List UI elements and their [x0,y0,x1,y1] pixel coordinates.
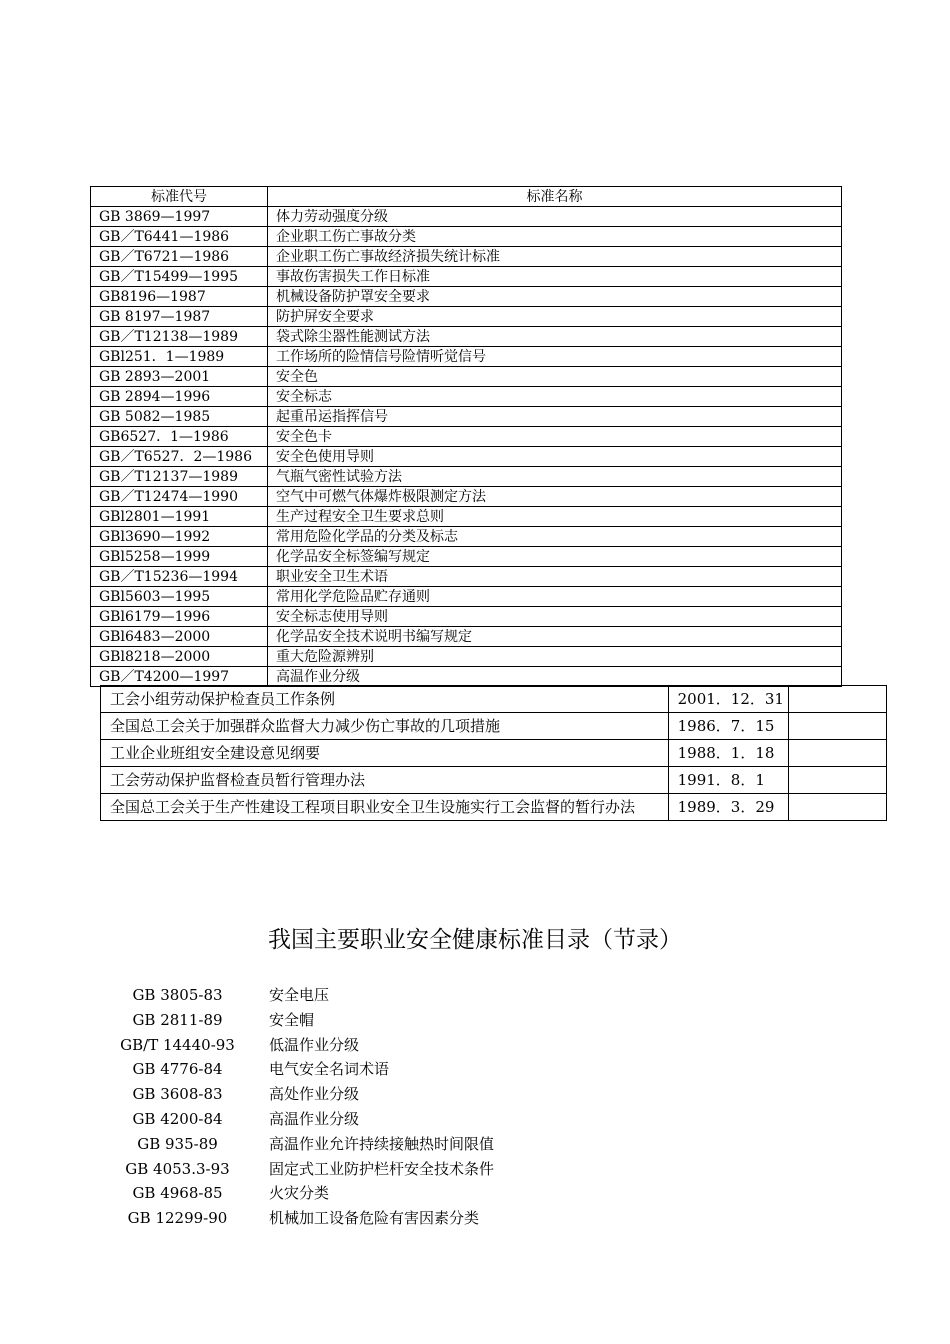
standard-code: GB／T6721—1986 [91,247,268,267]
catalog-code: GB 935-89 [137,1134,218,1153]
catalog-code: GB 4053.3-93 [125,1159,230,1178]
header-code: 标准代号 [91,187,268,207]
table-row [91,327,842,347]
table-row [91,667,842,687]
catalog-code: GB 12299-90 [127,1209,228,1228]
standard-name: 机械设备防护罩安全要求 [268,287,842,307]
table-row [91,587,842,607]
table-row [101,740,887,767]
standard-code: GB 8197—1987 [91,307,268,327]
table-row [91,567,842,587]
catalog-name: 安全帽 [269,1010,315,1029]
standard-code: GB／T6441—1986 [91,227,268,247]
standard-name: 化学品安全标签编写规定 [268,547,842,567]
standard-name: 起重吊运指挥信号 [268,407,842,427]
standard-name: 常用化学危险品贮存通则 [268,587,842,607]
table-row [91,427,842,447]
regulation-date: 1989．3．29 [668,794,789,821]
standard-name: 化学品安全技术说明书编写规定 [268,627,842,647]
table-row [91,547,842,567]
table-row [91,227,842,247]
standard-code: GBl5603—1995 [91,587,268,607]
regulation-name: 工业企业班组安全建设意见纲要 [101,740,669,767]
table-row [91,307,842,327]
standard-name: 空气中可燃气体爆炸极限测定方法 [268,487,842,507]
regulation-name: 全国总工会关于生产性建设工程项目职业安全卫生设施实行工会监督的暂行办法 [101,794,669,821]
standard-name: 企业职工伤亡事故经济损失统计标准 [268,247,842,267]
standard-code: GBl6483—2000 [91,627,268,647]
standard-code: GB／T12137—1989 [91,467,268,487]
empty-cell [789,767,887,794]
table-row [91,347,842,367]
regulations-table [100,685,887,821]
regulation-date: 2001．12．31 [668,686,789,713]
standard-code: GB 3869—1997 [91,207,268,227]
standards-table [90,186,842,687]
standard-name: 安全标志 [268,387,842,407]
empty-cell [789,713,887,740]
standard-code: GBl8218—2000 [91,647,268,667]
standard-code: GB／T12138—1989 [91,327,268,347]
table-row [91,407,842,427]
catalog-title: 我国主要职业安全健康标准目录（节录） [268,927,682,953]
standard-code: GBl3690—1992 [91,527,268,547]
standard-name: 高温作业分级 [268,667,842,687]
standard-name: 职业安全卫生术语 [268,567,842,587]
standard-name: 体力劳动强度分级 [268,207,842,227]
catalog-name: 高温作业分级 [269,1109,360,1128]
table-row [91,607,842,627]
regulation-date: 1991．8．1 [668,767,789,794]
catalog-name: 高处作业分级 [269,1085,360,1104]
standard-name: 重大危险源辨别 [268,647,842,667]
table-header-row [91,187,842,207]
standard-code: GB／T12474—1990 [91,487,268,507]
table-row [101,767,887,794]
standard-code: GB／T4200—1997 [91,667,268,687]
table-row [91,247,842,267]
standard-name: 气瓶气密性试验方法 [268,467,842,487]
standard-code: GBl5258—1999 [91,547,268,567]
table-row [91,507,842,527]
table-row [91,267,842,287]
standard-code: GB／T15236—1994 [91,567,268,587]
table-row [101,686,887,713]
standard-name: 企业职工伤亡事故分类 [268,227,842,247]
regulations-table-body [101,686,887,821]
standard-code: GB／T15499—1995 [91,267,268,287]
catalog-code: GB/T 14440-93 [120,1035,235,1054]
standards-table-body [91,207,842,687]
regulation-name: 全国总工会关于加强群众监督大力减少伤亡事故的几项措施 [101,713,669,740]
catalog-code: GB 4200-84 [132,1109,223,1128]
header-name: 标准名称 [268,187,842,207]
standard-code: GBl251．1—1989 [91,347,268,367]
catalog-name: 高温作业允许持续接触热时间限值 [269,1134,495,1153]
standard-name: 事故伤害损失工作日标准 [268,267,842,287]
regulation-name: 工会劳动保护监督检查员暂行管理办法 [101,767,669,794]
catalog-name: 固定式工业防护栏杆安全技术条件 [269,1159,495,1178]
table-row [91,627,842,647]
table-row [101,794,887,821]
table-row [91,467,842,487]
standard-code: GBl6179—1996 [91,607,268,627]
table-row [91,447,842,467]
catalog-name: 安全电压 [269,986,330,1004]
catalog-code: GB 2811-89 [132,1010,223,1029]
standard-code: GBl2801—1991 [91,507,268,527]
table-row [91,527,842,547]
standard-name: 安全色卡 [268,427,842,447]
catalog-name: 电气安全名词术语 [269,1060,390,1079]
standard-code: GB 5082—1985 [91,407,268,427]
table-row [91,207,842,227]
catalog-code: GB 3805-83 [132,986,223,1004]
empty-cell [789,686,887,713]
empty-cell [789,794,887,821]
standard-code: GB8196—1987 [91,287,268,307]
table-row [91,287,842,307]
catalog-name: 低温作业分级 [269,1035,360,1054]
regulation-date: 1988．1．18 [668,740,789,767]
standard-name: 安全色 [268,367,842,387]
standard-code: GB／T6527．2—1986 [91,447,268,467]
catalog-name: 机械加工设备危险有害因素分类 [269,1209,480,1228]
table-row [91,387,842,407]
regulation-name: 工会小组劳动保护检查员工作条例 [101,686,669,713]
standard-name: 防护屏安全要求 [268,307,842,327]
standard-code: GB 2893—2001 [91,367,268,387]
standard-name: 常用危险化学品的分类及标志 [268,527,842,547]
table-row [101,713,887,740]
table-row [91,647,842,667]
standard-name: 生产过程安全卫生要求总则 [268,507,842,527]
table-row [91,367,842,387]
catalog-code: GB 4968-85 [132,1184,223,1203]
standard-code: GB6527．1—1986 [91,427,268,447]
empty-cell [789,740,887,767]
catalog-code: GB 4776-84 [132,1060,223,1079]
regulation-date: 1986．7．15 [668,713,789,740]
standard-name: 安全色使用导则 [268,447,842,467]
standard-name: 袋式除尘器性能测试方法 [268,327,842,347]
catalog-code: GB 3608-83 [132,1085,223,1104]
standard-code: GB 2894—1996 [91,387,268,407]
catalog-name: 火灾分类 [269,1184,330,1203]
standard-name: 安全标志使用导则 [268,607,842,627]
table-row [91,487,842,507]
standard-name: 工作场所的险情信号险情听觉信号 [268,347,842,367]
